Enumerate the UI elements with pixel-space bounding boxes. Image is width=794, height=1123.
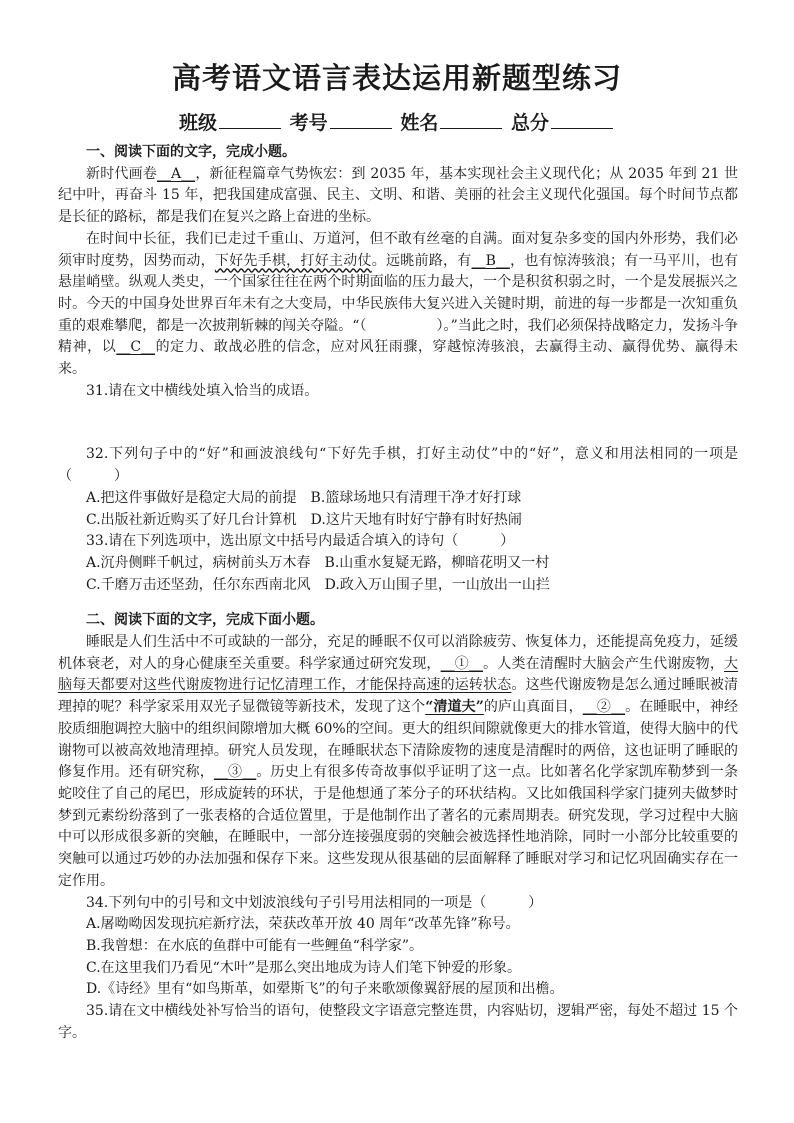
question-33-options-ab: A.沉舟侧畔千帆过，病树前头万木春 B.山重水复疑无路，柳暗花明又一村 bbox=[86, 554, 550, 571]
question-35: 35.请在文中横线处补写恰当的语句，使整段文字语意完整连贯，内容贴切，逻辑严密，每处不超过 15 个字。 bbox=[58, 1003, 738, 1041]
section-2-paragraph: 睡眠是人们生活中不可或缺的一部分，充足的睡眠不仅可以消除疲劳、恢复体力，还能提高免疫力，延缓机体衰老，对人的身心健康至关重要。科学家通过研究发现，__①__。人类在清醒时大脑会产生代谢废物，大脑每天都要对这些代谢废物进行记忆清理工作，才能保持高速的运转状态。这些代谢废物是怎么通过睡眠被清理掉的呢？科学家采用双光子显微镜等新技术，发现了这个“清道夫”的庐山真面目，__②__。在睡眠中，神经胶质细胞调控大脑中的组织间隙增加大概 60%的空间。更大的组织间隙就像更大的排水管道，使得大脑中的代谢物可以被高效地清理掉。研究人员发现，在睡眠状态下清除废物的速度是清醒时的两倍，这也证明了睡眠的修复作用。还有研究称，__③__。历史上有很多传奇故事似乎证明了这一点。比如著名化学家凯库勒梦到一条蛇咬住了自己的尾巴，形成旋转的环状，于是他想通了苯分子的环状结构。又比如俄国科学家门捷列夫做梦时梦到元素纷纷落到了一张表格的合适位置里，于是他制作出了著名的元素周期表。研究发现，学习过程中大脑中可以形成很多新的突触，在睡眠中，一部分连接强度弱的突触会被选择性地消除，同时一小部分比较重要的突触可以通过巧妙的办法加强和保存下来。这些发现从很基础的层面解释了睡眠对学习和记忆巩固确实存在一定作用。 bbox=[58, 634, 739, 889]
number-blank bbox=[330, 108, 392, 129]
question-31: 31.请在文中横线处填入恰当的成语。 bbox=[86, 382, 319, 399]
blank-1: __①__ bbox=[440, 655, 483, 672]
question-32-options-ab: A.把这件事做好是稳定大局的前提 B.篮球场地只有清理干净才好打球 bbox=[86, 489, 522, 506]
wavy-underlined-sentence: 下好先手棋，打好主动仗 bbox=[214, 252, 372, 269]
blank-b: __B__ bbox=[471, 252, 510, 269]
score-label: 总分 bbox=[510, 112, 549, 134]
question-34-option-b: B.我曾想：在水底的鱼群中可能有一些鲤鱼“科学家”。 bbox=[86, 937, 424, 954]
score-blank bbox=[551, 108, 613, 129]
section-1-heading: 一、阅读下面的文字，完成小题。 bbox=[86, 144, 296, 160]
name-label: 姓名 bbox=[400, 112, 439, 134]
class-label: 班级 bbox=[179, 112, 218, 134]
question-33: 33.请在下列选项中，选出原文中括号内最适合填入的诗句（ ） bbox=[86, 533, 515, 550]
section-1-paragraph-2: 在时间中长征，我们已走过千重山、万道河，但不敢有丝毫的自满。面对复杂多变的国内外形势，我们必须审时度势，因势而动，下好先手棋，打好主动仗。远眺前路，有__B__，也有惊涛骇浪；有一马平川，也有悬崖峭壁。纵观人类史，一个国家往往在两个时期面临的压力最大，一个是积贫积弱之时，一个是发展振兴之时。今天的中国身处世界百年未有之大变局，中华民族伟大复兴进入关键时期，前进的每一步都是一次知重负重的艰难攀爬，都是一次披荆斩棘的闯关夺隘。“（ ）。”当此之时，我们必须保持战略定力，发扬斗争精神，以__C__的定力、敢战必胜的信念，应对风狂雨骤，穿越惊涛骇浪，去赢得主动、赢得优势、赢得未来。 bbox=[58, 230, 739, 378]
class-blank bbox=[219, 108, 281, 129]
student-info-line bbox=[0, 108, 794, 138]
quoted-term: “清道夫” bbox=[425, 699, 484, 716]
answer-space-31 bbox=[58, 402, 738, 444]
section-gap bbox=[58, 596, 738, 610]
question-34-option-d: D.《诗经》里有“如鸟斯革，如翚斯飞”的句子来歌颂像翼舒展的屋顶和出檐。 bbox=[86, 981, 564, 998]
page-title: 高考语文语言表达运用新题型练习 bbox=[171, 61, 622, 95]
blank-3: __③__ bbox=[213, 764, 257, 781]
question-32-options-cd: C.出版社新近购买了好几台计算机 D.这片天地有时好宁静有时好热闹 bbox=[86, 511, 522, 528]
worksheet-content bbox=[58, 142, 738, 1044]
name-blank bbox=[440, 108, 502, 129]
section-2-heading: 二、阅读下面的文字，完成下面小题。 bbox=[86, 612, 324, 629]
blank-2: __②__ bbox=[582, 699, 626, 716]
question-32: 32.下列句子中的“好”和画波浪线句“下好先手棋，打好主动仗”中的“好”，意义和用法相同的一项是（ ） bbox=[58, 446, 738, 485]
question-34-option-c: C.在这里我们乃看见“木叶”是那么突出地成为诗人们笔下钟爱的形象。 bbox=[86, 959, 521, 976]
underlined-sentence: 大脑每天都要对这些代谢废物进行记忆清理工作，才能保持高速的运转状态 bbox=[58, 655, 739, 694]
question-33-options-cd: C.千磨万击还坚劲，任尔东西南北风 D.政入万山围子里，一山放出一山拦 bbox=[86, 576, 550, 593]
question-34-option-a: A.屠呦呦因发现抗疟新疗法，荣获改革开放 40 周年“改革先锋”称号。 bbox=[86, 916, 520, 933]
question-34: 34.下列句中的引号和文中划波浪线句子引号用法相同的一项是（ ） bbox=[86, 894, 543, 911]
number-label: 考号 bbox=[289, 112, 328, 134]
blank-c: __C__ bbox=[116, 339, 156, 356]
section-1-paragraph-1: 新时代画卷__A__，新征程篇章气势恢宏：到 2035 年，基本实现社会主义现代化；从 2035 年到 21 世纪中叶，再奋斗 15 年，把我国建成富强、民主、文明、和谐、美丽的社会主义现代化强国。每个时间节点都是长征的路标，都是我们在复兴之路上奋进的坐标。 bbox=[58, 165, 739, 226]
blank-a: __A__ bbox=[157, 165, 196, 182]
